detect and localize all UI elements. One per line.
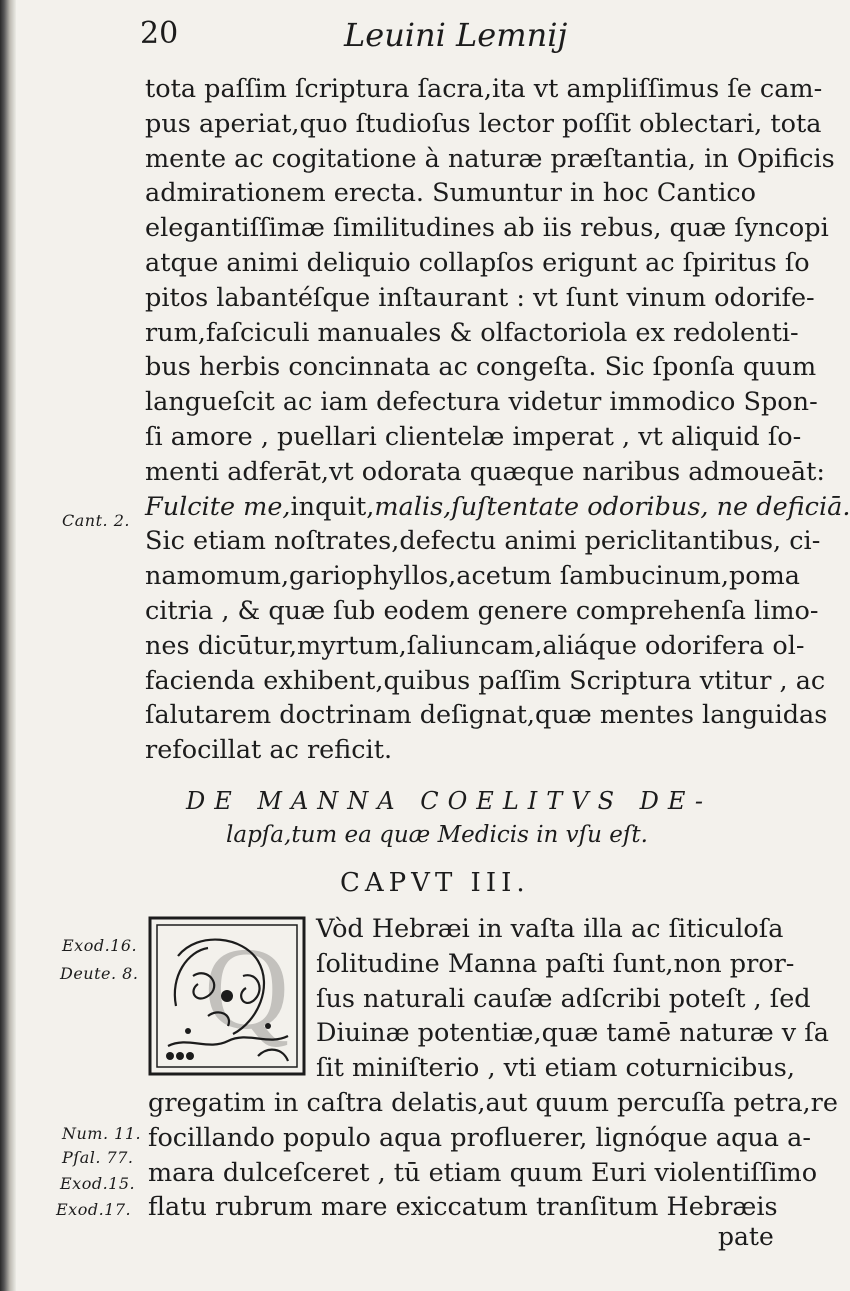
text-line: pus aperiat,quo ſtudioſus lector poſſit oblectari, tota <box>145 108 822 139</box>
quote-line <box>145 490 850 525</box>
text-line: menti adferāt,vt odorata quæque naribus admoueāt: <box>145 456 825 487</box>
chapter-heading: CAPVT III. <box>340 868 530 898</box>
text-line: mente ac cogitatione à naturæ præſtantia, in Opificis <box>145 143 835 174</box>
text-line: bus herbis concinnata ac congeſta. Sic ſponſa quum <box>145 352 817 383</box>
text-line: ſus naturali cauſæ adſcribi poteſt , ſed <box>316 983 811 1014</box>
text-line: citria , & quæ ſub eodem genere comprehenſa limo- <box>145 595 819 626</box>
text-line: namomum,gariophyllos,acetum ſambucinum,poma <box>145 561 801 592</box>
text-line: elegantiſſimæ ſimilitudines ab iis rebus, quæ ſyncopi <box>145 213 829 244</box>
chapter-text-beside-initial <box>316 912 829 1086</box>
text-line: facienda exhibent,quibus paſſim Scriptura vtitur , ac <box>145 665 826 696</box>
text-line: ſi amore , puellari clientelæ imperat , vt aliquid ſo- <box>145 421 802 452</box>
margin-note-exod17: Exod.17. <box>56 1200 132 1219</box>
text-line: refocillat ac reficit. <box>145 735 393 766</box>
quote-roman-mid: inquit, <box>290 491 375 522</box>
text-line: pitos labantéſque inſtaurant : vt ſunt vinum odorife- <box>145 282 815 313</box>
text-line: ſit miniſterio , vti etiam coturnicibus, <box>316 1053 795 1084</box>
text-line: Vòd Hebræi in vaſta illa ac ſiticuloſa <box>316 914 784 944</box>
text-line: Diuinæ potentiæ,quæ tamē naturæ v ſa <box>316 1018 829 1049</box>
body-text <box>145 72 850 768</box>
text-line: admirationem erecta. Sumuntur in hoc Cantico <box>145 178 757 209</box>
text-line: mara dulceſceret , tū etiam quum Euri violentiſſimo <box>148 1157 818 1188</box>
decorated-initial-q <box>148 916 306 1076</box>
text-line: atque animi deliquio collapſos erigunt ac ſpiritus ſo <box>145 247 810 278</box>
margin-note-psal77: Pſal. 77. <box>62 1148 134 1167</box>
margin-note-cant: Cant. 2. <box>62 511 130 530</box>
quote-italic-start: Fulcite me, <box>145 491 291 522</box>
margin-note-num11: Num. 11. <box>62 1124 142 1143</box>
margin-note-deute8: Deute. 8. <box>60 964 139 983</box>
page-number: 20 <box>140 16 179 51</box>
chapter-text <box>148 1086 838 1225</box>
text-line: flatu rubrum mare exiccatum tranſitum Hebræis <box>148 1192 778 1223</box>
section-title <box>186 784 746 852</box>
running-head: Leuini Lemnij <box>344 16 568 54</box>
page-header <box>0 14 800 58</box>
text-line: gregatim in caſtra delatis,aut quum percuſſa petra,re <box>148 1088 838 1118</box>
initial-letter: Q <box>204 923 290 1054</box>
text-line: langueſcit ac iam defectura videtur immodico Spon- <box>145 387 818 418</box>
section-title-line1: DE MANNA COELITVS DE- <box>186 787 712 815</box>
text-line: Sic etiam noſtrates,defectu animi periclitantibus, ci- <box>145 526 821 557</box>
margin-note-exod15: Exod.15. <box>60 1174 136 1193</box>
text-line: nes dicūtur,myrtum,ſaliuncam,aliáque odorifera ol- <box>145 630 805 661</box>
text-line: focillando populo aqua profluerer, lignóque aqua a- <box>148 1122 811 1153</box>
catchword: pate <box>718 1222 774 1251</box>
section-title-line2: lapſa,tum ea quæ Medicis in vſu eſt. <box>226 822 648 848</box>
text-line: ſolitudine Manna paſti ſunt,non pror- <box>316 948 795 979</box>
quote-italic-end: malis,ſuſtentate odoribus, ne deficiā. <box>374 491 850 522</box>
margin-note-exod16: Exod.16. <box>62 936 138 955</box>
text-line: rum,faſciculi manuales & olfactoriola ex redolenti- <box>145 317 799 348</box>
text-line: ſalutarem doctrinam deſignat,quæ mentes languidas <box>145 700 828 731</box>
text-line: tota paſſim ſcriptura ſacra,ita vt ampliſſimus ſe cam- <box>145 74 823 104</box>
